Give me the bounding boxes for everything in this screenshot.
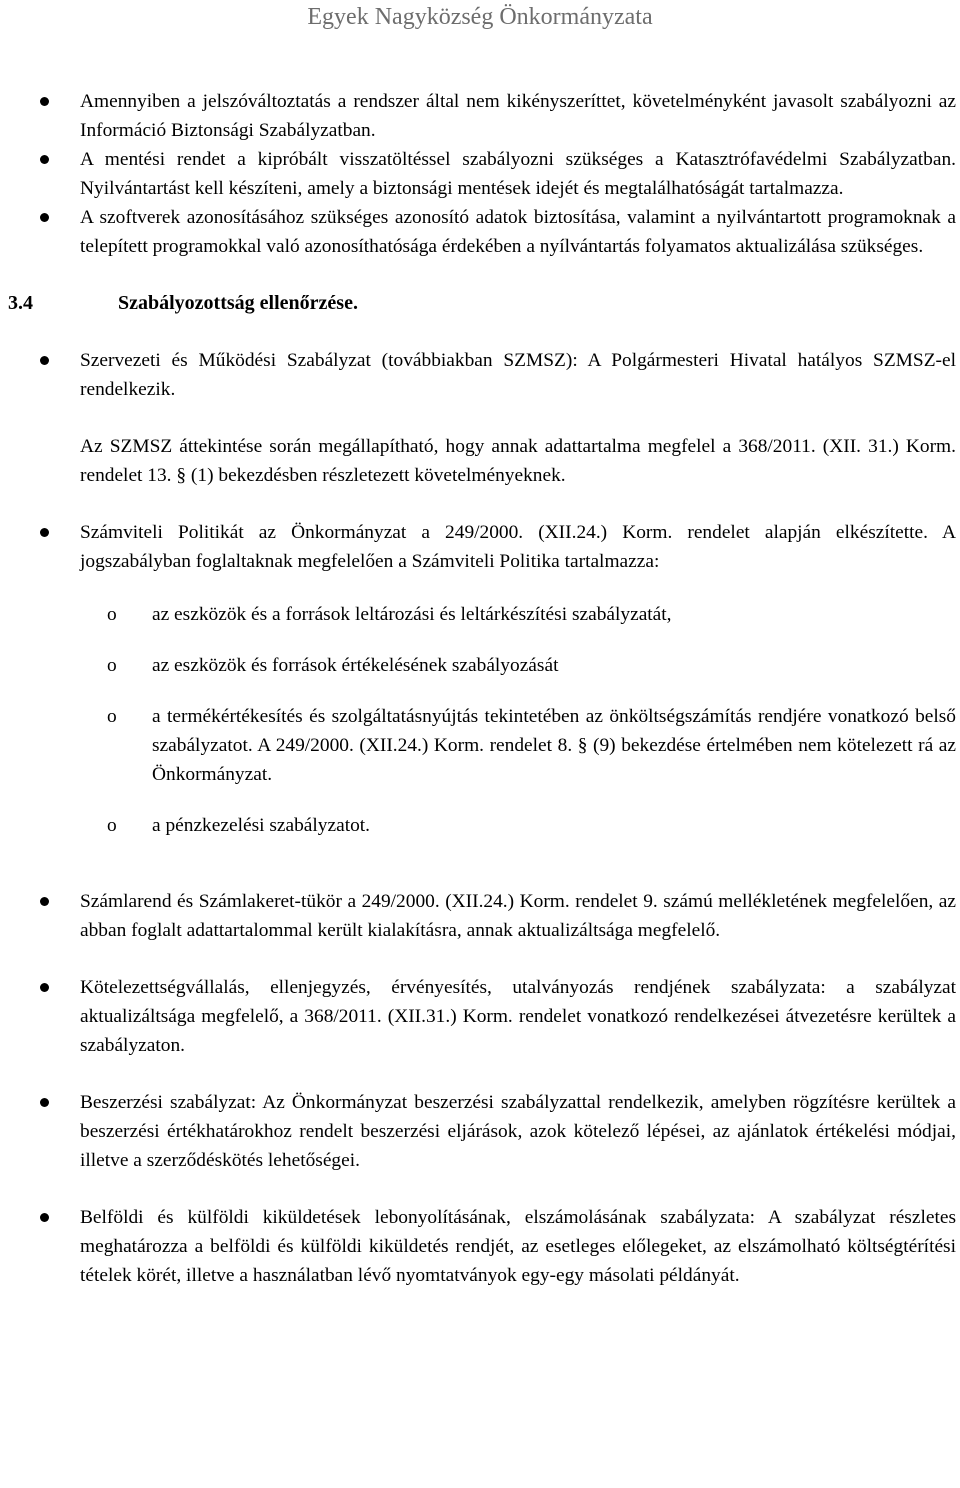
list-item-text: Beszerzési szabályzat: Az Önkormányzat beszerzési szabályzattal rendelkezik, amelyben rögzítésre kerültek a beszerzési értékhatárokhoz rendelt beszerzési eljárások, azok kötelező lépései, az ajánlatok értékelési módjai, illetve a szerződéskötés lehetőségei. xyxy=(80,1092,956,1172)
sub-list-item xyxy=(107,600,956,629)
list-item-text: A szoftverek azonosításához szükséges azonosító adatok biztosítása, valamint a nyilvántartott programoknak a telepített programokkal való azonosíthatósága érdekében a nyílvántartás folyamatos aktualizálása szükséges. xyxy=(80,207,956,257)
circle-bullet-icon: o xyxy=(107,815,117,836)
list-item xyxy=(80,1088,956,1175)
page-header: Egyek Nagyközség Önkormányzata xyxy=(307,4,653,30)
list-item xyxy=(80,518,956,576)
list-item-text: Amennyiben a jelszóváltoztatás a rendszer által nem kikényszeríttet, követelményként javasolt szabályozni az Információ Biztonsági Szabályzatban. xyxy=(80,91,956,141)
paragraph: Az SZMSZ áttekintése során megállapítható, hogy annak adattartalma megfelel a 368/2011. (XII. 31.) Korm. rendelet 13. § (1) bekezdésben részletezett követelményeknek. xyxy=(80,436,956,486)
list-item-text: Belföldi és külföldi kiküldetések lebonyolításának, elszámolásának szabályzata: A szabályzat részletes meghatározza a belföldi és külföldi kiküldetés rendjét, az esetleges előlegeket, az elszámolható költségtérítési tételek körét, illetve a használatban lévő nyomtatványok egy-egy másolati példányát. xyxy=(80,1207,956,1287)
list-item-text: Számlarend és Számlakeret-tükör a 249/2000. (XII.24.) Korm. rendelet 9. számú mellékletének megfelelően, az abban foglalt adattartalommal került kialakításra, annak aktualizáltsága megfelelő. xyxy=(80,891,956,942)
list-item xyxy=(80,973,956,1060)
circle-bullet-icon: o xyxy=(107,706,117,727)
sub-list-item xyxy=(107,651,956,680)
bullet-icon xyxy=(40,983,49,992)
bullet-icon xyxy=(40,1213,49,1222)
sub-list xyxy=(80,600,956,840)
list-item xyxy=(80,87,956,145)
sub-list-item-text: a pénzkezelési szabályzatot. xyxy=(152,815,371,836)
bullet-icon xyxy=(40,97,49,106)
sub-list-item-text: az eszközök és források értékelésének szabályozását xyxy=(152,655,559,676)
list-item xyxy=(80,887,956,945)
sub-list-item-text: az eszközök és a források leltározási és leltárkészítési szabályzatát, xyxy=(152,604,672,625)
circle-bullet-icon: o xyxy=(107,655,117,676)
section-number: 3.4 xyxy=(8,292,33,314)
circle-bullet-icon: o xyxy=(107,604,117,625)
bullet-icon xyxy=(40,1098,49,1107)
sub-list-item xyxy=(107,811,956,840)
section-heading xyxy=(8,289,956,318)
bullet-icon xyxy=(40,356,49,365)
bullet-icon xyxy=(40,213,49,222)
document-body xyxy=(8,87,956,1290)
bullet-icon xyxy=(40,897,49,906)
list-item xyxy=(80,145,956,203)
sub-list-item-text: a termékértékesítés és szolgáltatásnyújtás tekintetében az önköltségszámítás rendjére vonatkozó belső szabályzatot. A 249/2000. (XII.24.) Korm. rendelet 8. § (9) bekezdése értelmében nem kötelezett rá az Önkormányzat. xyxy=(152,706,956,785)
sub-list-item xyxy=(107,702,956,789)
bullet-icon xyxy=(40,528,49,537)
list-item-text: Szervezeti és Működési Szabályzat (továbbiakban SZMSZ): A Polgármesteri Hivatal hatályos SZMSZ-el rendelkezik. xyxy=(80,350,956,400)
list-item xyxy=(80,346,956,404)
list-item xyxy=(80,1203,956,1290)
list-item-text: Kötelezettségvállalás, ellenjegyzés, érvényesítés, utalványozás rendjének szabályzata: a szabályzat aktualizáltsága megfelelő, a 368/2011. (XII.31.) Korm. rendelet vonatkozó rendelkezései átvezetésre kerültek a szabályzaton. xyxy=(80,977,956,1057)
bullet-icon xyxy=(40,155,49,164)
list-item-text: A mentési rendet a kipróbált visszatöltéssel szabályozni szükséges a Katasztrófavédelmi Szabályzatban. Nyilvántartást kell készíteni, amely a biztonsági mentések idejét és megtalálhatóságát tartalmazza. xyxy=(80,149,956,199)
list-item-text: Számviteli Politikát az Önkormányzat a 249/2000. (XII.24.) Korm. rendelet alapján elkészítette. A jogszabályban foglaltaknak megfelelően a Számviteli Politika tartalmazza: xyxy=(80,522,956,572)
section-title: Szabályozottság ellenőrzése. xyxy=(118,292,358,314)
list-item xyxy=(80,203,956,261)
